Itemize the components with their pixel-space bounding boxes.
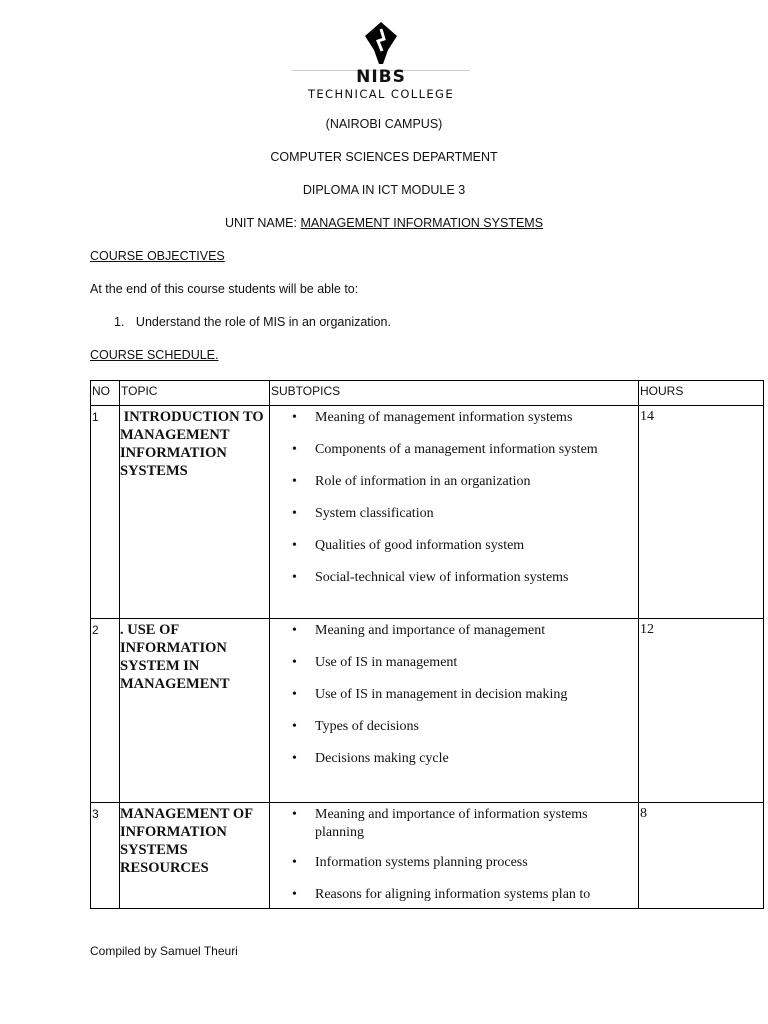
table-row <box>91 803 764 909</box>
column-header-subtopics: SUBTOPICS <box>270 381 639 406</box>
row-subtopics <box>270 803 639 909</box>
subtopic-item: • Meaning and importance of information systems planning <box>270 806 638 842</box>
column-header-topic: TOPIC <box>120 381 270 406</box>
row-topic: . USE OF INFORMATION SYSTEM IN MANAGEMENT <box>120 619 270 803</box>
subtopic-item: • Types of decisions <box>270 718 638 736</box>
row-number: 2 <box>91 619 120 803</box>
subtopic-item: • Social-technical view of information systems <box>270 569 638 587</box>
objective-number: 1. <box>114 315 125 329</box>
table-row <box>91 406 764 619</box>
objective-item <box>114 315 391 329</box>
subtopic-item: • Information systems planning process <box>270 854 638 872</box>
logo-name: NIBS <box>356 67 406 87</box>
column-header-hours: HOURS <box>639 381 764 406</box>
subtopic-item: • Role of information in an organization <box>270 473 638 491</box>
row-hours: 14 <box>639 406 764 619</box>
subtopic-item: • Meaning of management information systems <box>270 409 638 427</box>
subtopic-item: • Qualities of good information system <box>270 537 638 555</box>
college-logo <box>292 18 470 104</box>
page-footer: Compiled by Samuel Theuri <box>90 944 238 958</box>
unit-prefix: UNIT NAME: <box>224 216 301 230</box>
table-row <box>91 619 764 803</box>
subtopic-item: • Decisions making cycle <box>270 750 638 768</box>
table-header-row <box>91 381 764 406</box>
subtopic-item: • Use of IS in management <box>270 654 638 672</box>
logo-subtitle: TECHNICAL COLLEGE <box>307 87 455 101</box>
course-schedule-table <box>90 380 764 909</box>
row-subtopics <box>270 619 639 803</box>
unit-name: MANAGEMENT INFORMATION SYSTEMS <box>300 216 544 230</box>
unit-line <box>0 216 768 230</box>
subtopic-item: • Meaning and importance of management <box>270 622 638 640</box>
row-hours: 8 <box>639 803 764 909</box>
subtopic-item: • Use of IS in management in decision making <box>270 686 638 704</box>
row-number: 1 <box>91 406 120 619</box>
subtopic-item: • Reasons for aligning information systems plan to <box>270 886 638 904</box>
objectives-heading: COURSE OBJECTIVES <box>90 249 225 263</box>
row-topic: INTRODUCTION TO MANAGEMENT INFORMATION SYSTEMS <box>120 406 270 619</box>
row-subtopics <box>270 406 639 619</box>
pen-nib-logo-icon <box>361 20 401 66</box>
subtopic-item: • System classification <box>270 505 638 523</box>
department-line: COMPUTER SCIENCES DEPARTMENT <box>270 150 498 164</box>
row-hours: 12 <box>639 619 764 803</box>
diploma-line: DIPLOMA IN ICT MODULE 3 <box>302 183 466 197</box>
schedule-heading: COURSE SCHEDULE. <box>90 348 219 362</box>
column-header-no: NO <box>91 381 120 406</box>
row-topic: MANAGEMENT OF INFORMATION SYSTEMS RESOURCES <box>120 803 270 909</box>
row-number: 3 <box>91 803 120 909</box>
campus-line: (NAIROBI CAMPUS) <box>325 117 443 131</box>
objectives-intro: At the end of this course students will be able to: <box>90 282 359 296</box>
objective-text: Understand the role of MIS in an organization. <box>135 315 391 329</box>
subtopic-item: • Components of a management information system <box>270 441 638 459</box>
